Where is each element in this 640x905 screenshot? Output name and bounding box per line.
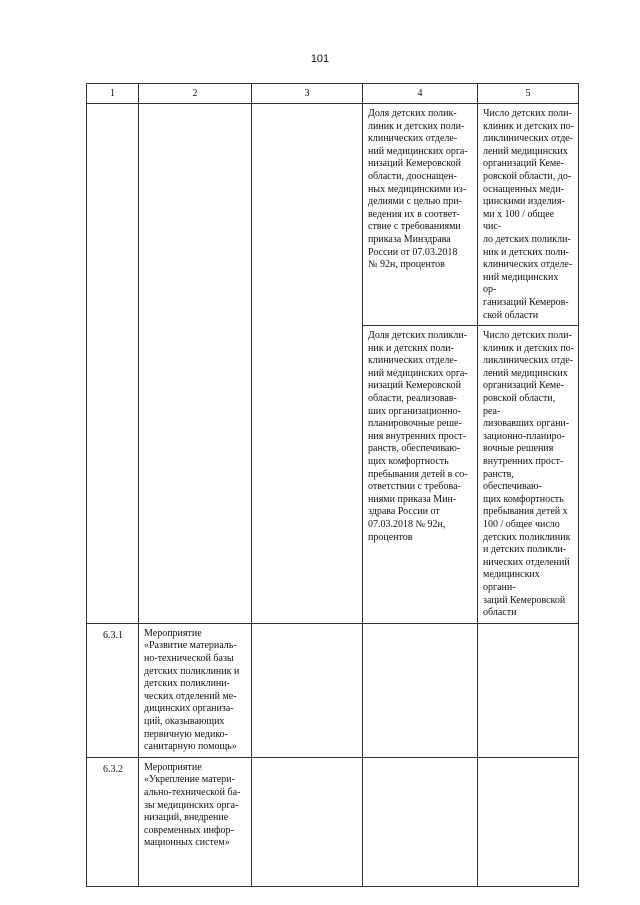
indicator-formula-cell: Число детских поли- клиник и детских по- ликлинических отде- лений медицинских организаций Кеме- ровской области, до- оснащенных меди- цинскими изделия- ми х 100 / общее чис- ло детских поликли- ник и детских поли- клинических отделе- ний медицинских ор- ганизаций Кемеров- ской области: [478, 104, 579, 326]
column-header: 4: [363, 84, 478, 104]
indicator-formula-cell: [478, 623, 579, 757]
indicator-formula-cell: Число детских поли- клиник и детских по- ликлинических отде- лений медицинских организаций Кеме- ровской области, реа- лизовавших органи- зационно-планиро- вочные решения внутренних прост- ранств, обеспечиваю- щих комфортность пребывания детей х 100 / общее число детских поликлиник и детских поликли- нических отделений медицинских органи- заций Кемеровской области: [478, 326, 579, 624]
indicator-name-cell: [363, 623, 478, 757]
column-3-cell: [252, 757, 363, 886]
table-row: [87, 757, 579, 886]
page-number: 101: [310, 53, 330, 65]
indicator-name-cell: Доля детских полик- линик и детских поли- клинических отделе- ний медицинских орга- низаций Кемеровской области, дооснащен- ных медицинскими из- делиями с целью при- ведения их в соответ- ствие с требованиями приказа Минздрава России от 07.03.2018 № 92н, процентов: [363, 104, 478, 326]
row-number-cell: [87, 104, 139, 624]
column-header: 3: [252, 84, 363, 104]
table-row: [87, 623, 579, 757]
measure-cell: Мероприятие «Укрепление матери- ально-технической ба- зы медицинских орга- низаций, внедрение современных инфор- мационных систем»: [139, 757, 252, 886]
indicators-table: [86, 83, 579, 887]
table-header-row: [87, 84, 579, 104]
column-header: 2: [139, 84, 252, 104]
indicator-formula-cell: [478, 757, 579, 886]
table-row: [87, 104, 579, 326]
measure-cell: [139, 104, 252, 624]
column-3-cell: [252, 104, 363, 624]
row-number-cell: 6.3.2: [87, 757, 139, 886]
measure-cell: Мероприятие «Развитие материаль- но-технической базы детских поликлиник и детских поликлини- ческих отделений ме- дицинских организа- ций, оказывающих первичную медико- санитарную помощь»: [139, 623, 252, 757]
column-header: 5: [478, 84, 579, 104]
column-3-cell: [252, 623, 363, 757]
column-header: 1: [87, 84, 139, 104]
row-number-cell: 6.3.1: [87, 623, 139, 757]
indicator-name-cell: [363, 757, 478, 886]
indicator-name-cell: Доля детских поликли- ник и детских поли- клинических отделе- ний медицинских орга- низаций Кемеровской области, реализовав- ших организационно- планировочные реше- ния внутренних прост- ранств, обеспечиваю- щих комфортность пребывания детей в со- ответствии с требова- ниями приказа Мин- здрава России от 07.03.2018 № 92н, процентов: [363, 326, 478, 624]
